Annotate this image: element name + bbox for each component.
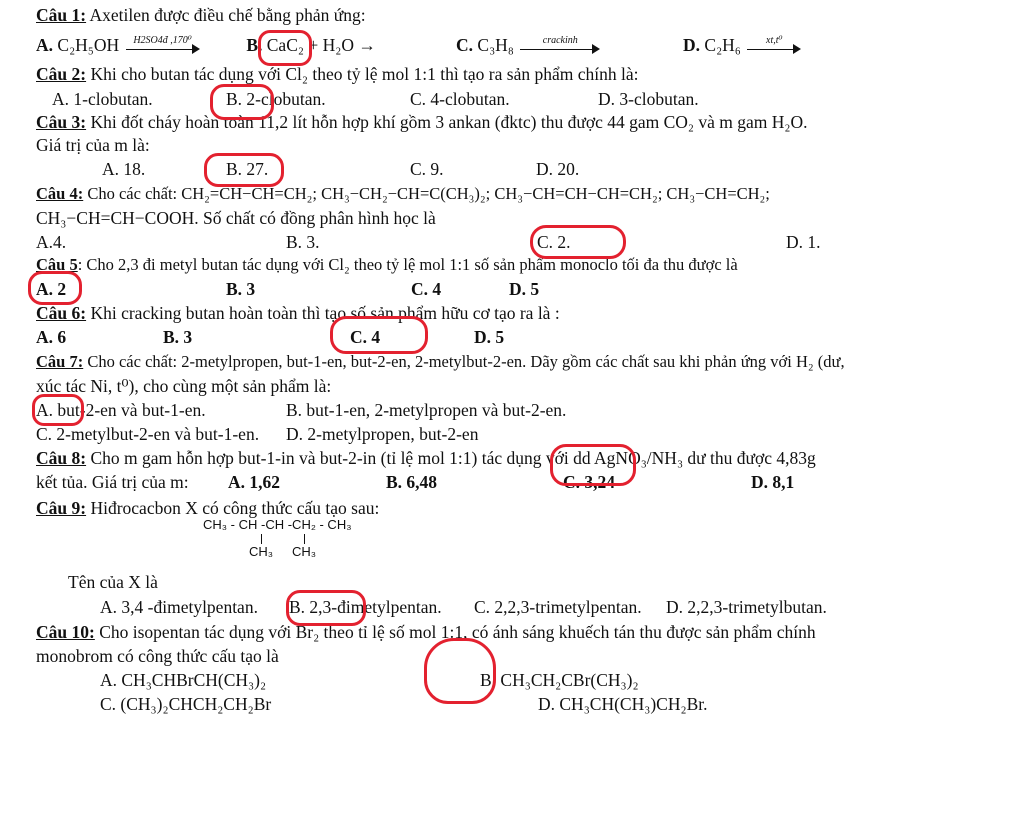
question-1-stem <box>36 4 366 26</box>
option-label: B. <box>246 35 263 55</box>
question-10-option-d: D. CH₃CH(CH₃)CH₂Br. <box>538 694 708 714</box>
question-7-option-b: B. but-1-en, 2-metylpropen và but-2-en. <box>286 400 567 420</box>
question-4-number: Câu 4: <box>36 184 84 203</box>
question-2-stem <box>36 63 638 85</box>
question-6-option-c: C. 4 <box>350 327 381 347</box>
question-6-option-a: A. 6 <box>36 327 67 347</box>
question-9-name-prompt: Tên của X là <box>68 572 158 592</box>
reaction-arrow: crackinh <box>520 40 600 54</box>
question-10-stem <box>36 621 816 643</box>
question-5-option-d: D. 5 <box>509 279 540 299</box>
option-label: A. <box>36 35 54 55</box>
question-2-option-c: C. 4-clobutan. <box>410 89 510 109</box>
question-1-option-d <box>683 34 803 56</box>
question-3-option-b: B. 27. <box>226 159 269 179</box>
question-6-option-b: B. 3 <box>163 327 193 347</box>
question-7-text: Cho các chất: 2-metylpropen, but-1-en, but-2-en, 2-metylbut-2-en. Dãy gồm các chất sau khi phản ứng với H₂ (dư, <box>87 352 845 371</box>
question-3-stem <box>36 111 808 133</box>
formula-branch-2: CH₃ <box>292 544 317 559</box>
question-5-option-a: A. 2 <box>36 279 67 299</box>
question-8-option-c: C. 3,24 <box>563 472 616 492</box>
question-9-option-a: A. 3,4 -đimetylpentan. <box>100 597 258 617</box>
option-label: D. <box>683 35 701 55</box>
question-10-text: Cho isopentan tác dụng với Br₂ theo tỉ lệ số mol 1:1, có ánh sáng khuếch tán thu được sản phẩm chính <box>99 622 816 642</box>
question-7-option-a: A. but-2-en và but-1-en. <box>36 400 206 420</box>
question-9-option-c: C. 2,2,3-trimetylpentan. <box>474 597 642 617</box>
question-6-stem <box>36 302 560 324</box>
question-9-number: Câu 9: <box>36 498 87 518</box>
structural-formula <box>203 517 423 567</box>
question-1-options <box>36 34 376 56</box>
question-2-option-a: A. 1-clobutan. <box>52 89 153 109</box>
question-10-number: Câu 10: <box>36 622 95 642</box>
option-d-text: C₂H₆ <box>704 35 741 55</box>
question-6-option-d: D. 5 <box>474 327 505 347</box>
question-1-options-cd <box>456 34 602 56</box>
question-3-option-d: D. 20. <box>536 159 580 179</box>
question-4-text: Cho các chất: CH₂=CH−CH=CH₂; CH₃−CH₂−CH=C(CH₃)₂; CH₃−CH=CH−CH=CH₂; CH₃−CH=CH₂; <box>87 184 770 203</box>
question-2-option-b: B. 2-clobutan. <box>226 89 326 109</box>
question-7-number: Câu 7: <box>36 352 84 371</box>
question-9-stem <box>36 497 379 519</box>
question-5-option-b: B. 3 <box>226 279 256 299</box>
question-4-text-2: CH₃−CH=CH−COOH. Số chất có đồng phân hình học là <box>36 208 436 228</box>
reaction-arrow: xt,t⁰ <box>747 40 801 54</box>
question-6-number: Câu 6: <box>36 303 87 323</box>
question-5-number: Câu 5 <box>36 255 78 274</box>
question-2-option-d: D. 3-clobutan. <box>598 89 699 109</box>
question-3-number: Câu 3: <box>36 112 87 132</box>
formula-main-chain: CH₃ - CH -CH -CH₂ - CH₃ <box>203 517 352 532</box>
option-a-text: C₂H₅OH <box>57 35 120 55</box>
question-10-text-2: monobrom có công thức cấu tạo là <box>36 646 279 666</box>
question-8-text: Cho m gam hỗn hợp but-1-in và but-2-in (tỉ lệ mol 1:1) tác dụng với dd AgNO₃/NH₃ dư thu được 4,83g <box>90 448 816 468</box>
question-8-line-2 <box>36 471 189 493</box>
question-8-option-a: A. 1,62 <box>228 472 281 492</box>
question-2-number: Câu 2: <box>36 64 87 84</box>
question-3-text-2: Giá trị của m là: <box>36 135 150 155</box>
formula-branch-1: CH₃ <box>249 544 274 559</box>
question-4-option-c: C. 2. <box>537 232 571 252</box>
question-3-text: Khi đốt cháy hoàn toàn 11,2 lít hỗn hợp khí gồm 3 ankan (đktc) thu được 44 gam CO₂ và m gam H₂O. <box>90 112 808 132</box>
question-5-option-c: C. 4 <box>411 279 442 299</box>
question-10-option-a: A. CH₃CHBrCH(CH₃)₂ <box>100 670 267 690</box>
question-1-text: Axetilen được điều chế bằng phản ứng: <box>89 5 366 25</box>
question-6-text: Khi cracking butan hoàn toàn thì tạo số sản phẩm hữu cơ tạo ra là : <box>90 303 560 323</box>
question-3-option-a: A. 18. <box>102 159 146 179</box>
question-9-text: Hiđrocacbon X có công thức cấu tạo sau: <box>90 498 380 518</box>
question-8-option-b: B. 6,48 <box>386 472 438 492</box>
question-7-stem <box>36 351 845 373</box>
option-label: C. <box>456 35 474 55</box>
option-b-text: CaC₂ + H₂O → <box>266 35 376 55</box>
question-8-stem <box>36 447 816 469</box>
question-4-option-a: A.4. <box>36 232 67 252</box>
question-10-option-c: C. (CH₃)₂CHCH₂CH₂Br <box>100 694 272 714</box>
question-1-number: Câu 1: <box>36 5 87 25</box>
question-3-option-c: C. 9. <box>410 159 444 179</box>
question-2-text: Khi cho butan tác dụng với Cl₂ theo tỷ lệ mol 1:1 thì tạo ra sản phẩm chính là: <box>90 64 639 84</box>
question-10-option-b: B. CH₃CH₂CBr(CH₃)₂ <box>480 670 639 690</box>
question-8-text-2: kết tủa. Giá trị của m: <box>36 472 189 492</box>
question-7-text-2: xúc tác Ni, t⁰), cho cùng một sản phẩm là: <box>36 376 332 396</box>
question-4-option-b: B. 3. <box>286 232 320 252</box>
question-7-option-c: C. 2-metylbut-2-en và but-1-en. <box>36 424 260 444</box>
question-7-option-d: D. 2-metylpropen, but-2-en <box>286 424 479 444</box>
question-9-option-b: B. 2,3-đimetylpentan. <box>289 597 442 617</box>
question-9-option-d: D. 2,2,3-trimetylbutan. <box>666 597 827 617</box>
reaction-arrow: H2SO4đ ,170⁰ <box>126 40 200 54</box>
question-4-stem <box>36 183 770 205</box>
question-8-number: Câu 8: <box>36 448 87 468</box>
option-c-text: C₃H₈ <box>477 35 514 55</box>
question-4-option-d: D. 1. <box>786 232 821 252</box>
question-5-stem <box>36 254 738 276</box>
question-8-option-d: D. 8,1 <box>751 472 795 492</box>
question-5-text: : Cho 2,3 đi metyl butan tác dụng với Cl₂ theo tỷ lệ mol 1:1 số sản phẩm monoclo tối đa thu được là <box>77 255 738 274</box>
